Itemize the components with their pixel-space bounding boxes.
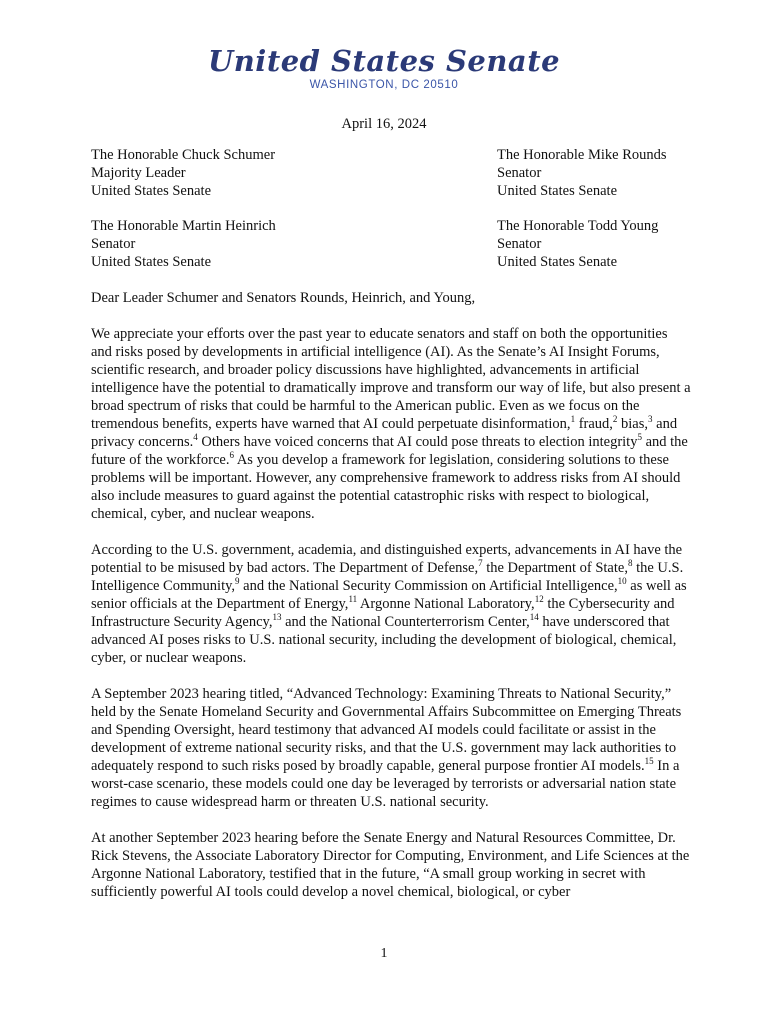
recipient-org: United States Senate bbox=[497, 183, 618, 199]
senate-letterhead-title: United States Senate bbox=[207, 44, 561, 78]
body-paragraphs bbox=[91, 325, 691, 901]
footnote-reference: 6 bbox=[229, 450, 234, 461]
footnote-reference: 5 bbox=[637, 432, 642, 443]
letter-date: April 16, 2024 bbox=[341, 116, 427, 132]
recipient-name: The Honorable Chuck Schumer bbox=[91, 147, 276, 163]
letter-body bbox=[91, 289, 691, 919]
paragraph-text: As you develop a framework for legislation, considering solutions to these problems will be important. However, any comprehensive framework to address risks from AI should also include measures to guard against the potential catastrophic risks with respect to biological, chemical, cyber, and nuclear weapons. bbox=[91, 452, 681, 522]
paragraph-text: as well as senior officials at the Department of Energy, bbox=[91, 578, 687, 612]
footnote-reference: 7 bbox=[478, 558, 483, 569]
page-number: 1 bbox=[380, 946, 388, 961]
letterhead bbox=[0, 44, 768, 92]
paragraph-text: A September 2023 hearing titled, “Advanced Technology: Examining Threats to National Security,” held by the Senate Homeland Security and Governmental Affairs Subcommittee on Emerging Threats and Spending Oversight, heard testimony that advanced AI models could facilitate or assist in the development of extreme national security risks, and that the U.S. government may lack authorities to adequately respond to such risks posed by broadly capable, general purpose frontier AI models. bbox=[91, 686, 682, 774]
body-paragraph bbox=[91, 829, 691, 901]
senate-letterhead-address: WASHINGTON, DC 20510 bbox=[309, 79, 459, 91]
salutation: Dear Leader Schumer and Senators Rounds, Heinrich, and Young, bbox=[91, 290, 476, 306]
recipient-block-schumer bbox=[91, 146, 275, 200]
paragraph-text: the U.S. Intelligence Community, bbox=[91, 560, 684, 594]
recipient-name: The Honorable Mike Rounds bbox=[497, 147, 667, 163]
paragraph-text: have underscored that advanced AI poses risks to U.S. national security, including the development of biological, chemical, cyber, or nuclear weapons. bbox=[91, 614, 677, 666]
footnote-reference: 10 bbox=[617, 576, 627, 587]
paragraph-text: and the National Counterterrorism Center, bbox=[281, 614, 530, 630]
paragraph-text: the Department of State, bbox=[482, 560, 628, 576]
body-paragraph bbox=[91, 685, 691, 811]
paragraph-text: and privacy concerns. bbox=[91, 416, 678, 450]
footnote-reference: 9 bbox=[235, 576, 240, 587]
paragraph-text: the Cybersecurity and Infrastructure Security Agency, bbox=[91, 596, 675, 630]
paragraph-text: fraud, bbox=[575, 416, 613, 432]
paragraph-text: bias, bbox=[617, 416, 649, 432]
paragraph-text: and the National Security Commission on Artificial Intelligence, bbox=[239, 578, 618, 594]
paragraph-text: Argonne National Laboratory, bbox=[357, 596, 535, 612]
body-paragraph bbox=[91, 325, 691, 523]
footnote-reference: 13 bbox=[272, 612, 282, 623]
paragraph-text: and the future of the workforce. bbox=[91, 434, 688, 468]
recipient-name: The Honorable Martin Heinrich bbox=[91, 218, 276, 234]
footnote-reference: 3 bbox=[648, 414, 653, 425]
recipient-org: United States Senate bbox=[91, 183, 212, 199]
paragraph-text: In a worst-case scenario, these models could one day be leveraged by terrorists or adversarial nation state regimes to cause widespread harm or threaten U.S. national security. bbox=[91, 758, 680, 810]
recipient-name: The Honorable Todd Young bbox=[497, 218, 659, 234]
recipient-block-young bbox=[497, 217, 658, 271]
footnote-reference: 8 bbox=[627, 558, 633, 569]
footnote-reference: 11 bbox=[348, 594, 358, 605]
paragraph-text: According to the U.S. government, academia, and distinguished experts, advancements in AI have the potential to be misused by bad actors. The Department of Defense, bbox=[91, 542, 683, 576]
footnote-reference: 12 bbox=[534, 594, 544, 605]
recipient-block-heinrich bbox=[91, 217, 276, 271]
footnote-reference: 14 bbox=[529, 612, 539, 623]
paragraph-text: We appreciate your efforts over the past year to educate senators and staff on both the opportunities and risks posed by developments in artificial intelligence (AI). As the Senate’s AI Insight Forums, scientific research, and broader policy discussions have highlighted, advancements in artificial intelligence have the potential to dramatically improve and transform our way of life, but also present a broad spectrum of risks that could be harmful to the American public. Even as we focus on the tremendous benefits, experts have warned that AI could perpetuate disinformation, bbox=[91, 326, 691, 432]
paragraph-text: Others have voiced concerns that AI could pose threats to election integrity bbox=[197, 434, 638, 450]
body-paragraph bbox=[91, 541, 691, 667]
recipient-title: Majority Leader bbox=[91, 165, 186, 181]
recipient-title: Senator bbox=[497, 236, 542, 252]
footnote-reference: 2 bbox=[612, 414, 618, 425]
recipient-title: Senator bbox=[91, 236, 136, 252]
footnote-reference: 4 bbox=[193, 432, 198, 443]
paragraph-text: At another September 2023 hearing before the Senate Energy and Natural Resources Committee, Dr. Rick Stevens, the Associate Laboratory Director for Computing, Environment, and Life Sciences at the Argonne National Laboratory, testified that in the future, “A small group working in secret with sufficiently powerful AI tools could develop a novel chemical, biological, or cyber bbox=[91, 830, 690, 900]
recipient-org: United States Senate bbox=[91, 254, 212, 270]
footnote-reference: 15 bbox=[644, 756, 654, 767]
recipient-org: United States Senate bbox=[497, 254, 618, 270]
recipient-block-rounds bbox=[497, 146, 667, 200]
footnote-reference: 1 bbox=[570, 414, 576, 425]
recipient-title: Senator bbox=[497, 165, 542, 181]
